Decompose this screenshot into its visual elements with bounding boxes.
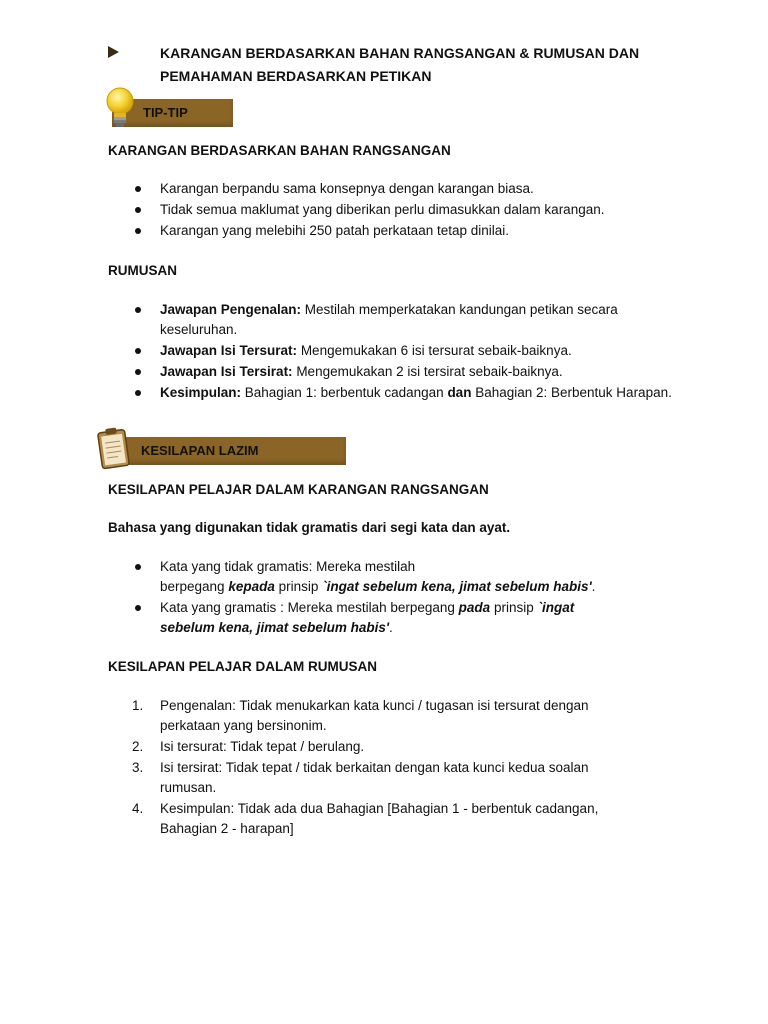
item-text: Isi tersirat: Tidak tepat / tidak berkaitan dengan kata kunci kedua soalan [160, 760, 589, 775]
item-number: 2. [132, 739, 144, 754]
list-item [108, 300, 678, 340]
document-title [108, 42, 708, 88]
list-item [108, 383, 678, 403]
item-bold-word: dan [447, 385, 472, 400]
item-text: . [389, 620, 393, 635]
item-text: Kata yang tidak gramatis: Mereka mestilah [160, 559, 416, 574]
list-item [108, 737, 678, 757]
subheading-bahasa: Bahasa yang digunakan tidak gramatis dari segi kata dan ayat. [108, 520, 511, 535]
item-quote: `ingat [537, 600, 575, 615]
item-quote: `ingat sebelum kena, jimat sebelum habis' [322, 579, 592, 594]
item-text: Kesimpulan: Tidak ada dua Bahagian [Bahagian 1 - berbentuk cadangan, [160, 801, 599, 816]
list-item [108, 696, 678, 736]
item-label: Kesimpulan: [160, 385, 242, 400]
item-text: Mengemukakan 2 isi tersirat sebaik-baiknya. [292, 364, 563, 379]
item-quote: sebelum kena, jimat sebelum habis' [160, 620, 390, 635]
item-text: perkataan yang bersinonim. [160, 718, 327, 733]
list-item [108, 799, 678, 839]
heading-rumusan: RUMUSAN [108, 263, 177, 278]
title-line-1: KARANGAN BERDASARKAN BAHAN RANGSANGAN & RUMUSAN DAN [160, 45, 640, 61]
item-text: Bahagian 2 - harapan] [160, 821, 294, 836]
item-label: Jawapan Isi Tersirat: [160, 364, 293, 379]
kesilapan-banner-label: KESILAPAN LAZIM [141, 443, 259, 458]
item-text: . [591, 579, 596, 594]
list-item: Karangan berpandu sama konsepnya dengan karangan biasa. [108, 179, 678, 199]
list-item [108, 557, 678, 597]
list-item [108, 362, 678, 382]
tip-banner-label: TIP-TIP [143, 105, 188, 120]
item-text: prinsip [274, 579, 323, 594]
item-text: Isi tersurat: Tidak tepat / berulang. [160, 739, 365, 754]
item-text: Kata yang gramatis : Mereka mestilah berpegang [160, 600, 459, 615]
item-text: berpegang [160, 579, 229, 594]
list-item [108, 758, 678, 798]
triangle-bullet-icon [108, 46, 119, 58]
item-text: Bahagian 1: berbentuk cadangan [241, 385, 448, 400]
item-number: 4. [132, 801, 144, 816]
list-item [108, 341, 678, 361]
kesilapan-banner [112, 437, 346, 465]
item-number: 1. [132, 698, 144, 713]
list-item: Tidak semua maklumat yang diberikan perlu dimasukkan dalam karangan. [108, 200, 678, 220]
item-label: Jawapan Pengenalan: [160, 302, 302, 317]
heading-kesilapan-rumusan: KESILAPAN PELAJAR DALAM RUMUSAN [108, 659, 378, 674]
heading-kesilapan-karangan: KESILAPAN PELAJAR DALAM KARANGAN RANGSANGAN [108, 482, 489, 497]
title-line-2: PEMAHAMAN BERDASARKAN PETIKAN [160, 68, 432, 84]
list-kesilapan-rumusan [108, 696, 678, 840]
heading-karangan: KARANGAN BERDASARKAN BAHAN RANGSANGAN [108, 143, 451, 158]
item-text: Mengemukakan 6 isi tersurat sebaik-baiknya. [297, 343, 572, 358]
item-emphasis: pada [458, 600, 491, 615]
item-text: prinsip [490, 600, 538, 615]
list-karangan [108, 179, 678, 242]
item-number: 3. [132, 760, 144, 775]
lightbulb-icon [104, 86, 136, 132]
item-text: Pengenalan: Tidak menukarkan kata kunci / tugasan isi tersurat dengan [160, 698, 589, 713]
list-kesilapan-karangan [108, 557, 678, 639]
item-text: Bahagian 2: Berbentuk Harapan. [471, 385, 672, 400]
item-text: Mestilah memperkatakan kandungan petikan secara keseluruhan. [160, 302, 618, 337]
item-text: rumusan. [160, 780, 217, 795]
clipboard-icon [95, 426, 133, 472]
list-item [108, 598, 678, 638]
item-emphasis: kepada [228, 579, 275, 594]
item-label: Jawapan Isi Tersurat: [160, 343, 298, 358]
list-item: Karangan yang melebihi 250 patah perkataan tetap dinilai. [108, 221, 678, 241]
list-rumusan [108, 300, 678, 404]
